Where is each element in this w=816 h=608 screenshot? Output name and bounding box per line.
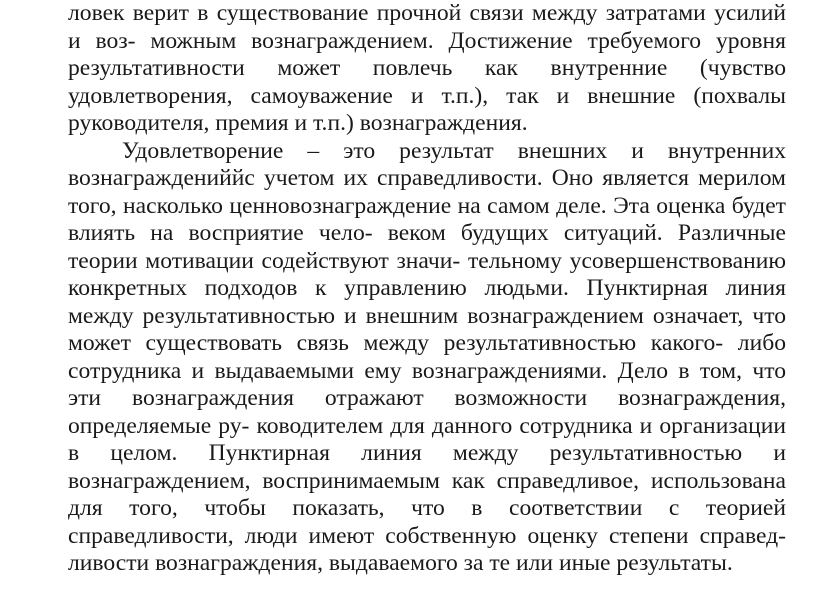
paragraph-1 [68,0,786,138]
text-line: удовлетворения, самоуважение и т.п.), так и внешние (похвалы [68,82,786,109]
text-line: ловек верит в существование прочной связи между затратами усилий [68,0,786,26]
document-body [68,0,786,578]
paragraph-2 [68,138,786,578]
text-line: ливости вознаграждения, выдаваемого за те или иные результаты. [68,550,733,576]
text-line: определяемые ру- ководителем для данного сотрудника и организации [68,412,786,439]
text-line: того, насколько ценновознаграждение на самом деле. Эта оценка будет [68,192,786,219]
text-line: вознаграждением, воспринимаемым как справедливое, использована [68,467,786,494]
text-line: руководителя, премия и т.п.) вознаграждения. [68,110,528,136]
text-line: сотрудника и выдаваемыми ему вознаграждениями. Дело в том, что [68,357,786,384]
text-line: вознаграждениййс учетом их справедливости. Оно является мерилом [68,165,786,191]
text-line: влиять на восприятие чело- веком будущих ситуаций. Различные [68,220,786,246]
text-line: может существовать связь между результативностью какого- либо [68,330,786,356]
text-line: в целом. Пунктирная линия между результативностью и [68,440,786,466]
text-line: теории мотивации содействуют значи- тельному усовершенствованию [68,247,786,274]
text-line: и воз- можным вознаграждением. Достижение требуемого уровня [68,27,786,54]
text-line: между результативностью и внешним вознаграждением означает, что [68,302,786,329]
text-line: эти вознаграждения отражают возможности вознаграждения, [68,385,786,411]
text-line: Удовлетворение – это результат внешних и внутренних [122,137,786,164]
text-line: конкретных подходов к управлению людьми. Пунктирная линия [68,275,786,301]
text-line: для того, чтобы показать, что в соответствии с теорией [68,495,786,521]
text-line: результативности может повлечь как внутренние (чувство [68,55,786,81]
text-line: справедливости, люди имеют собственную оценку степени справед- [68,522,786,549]
